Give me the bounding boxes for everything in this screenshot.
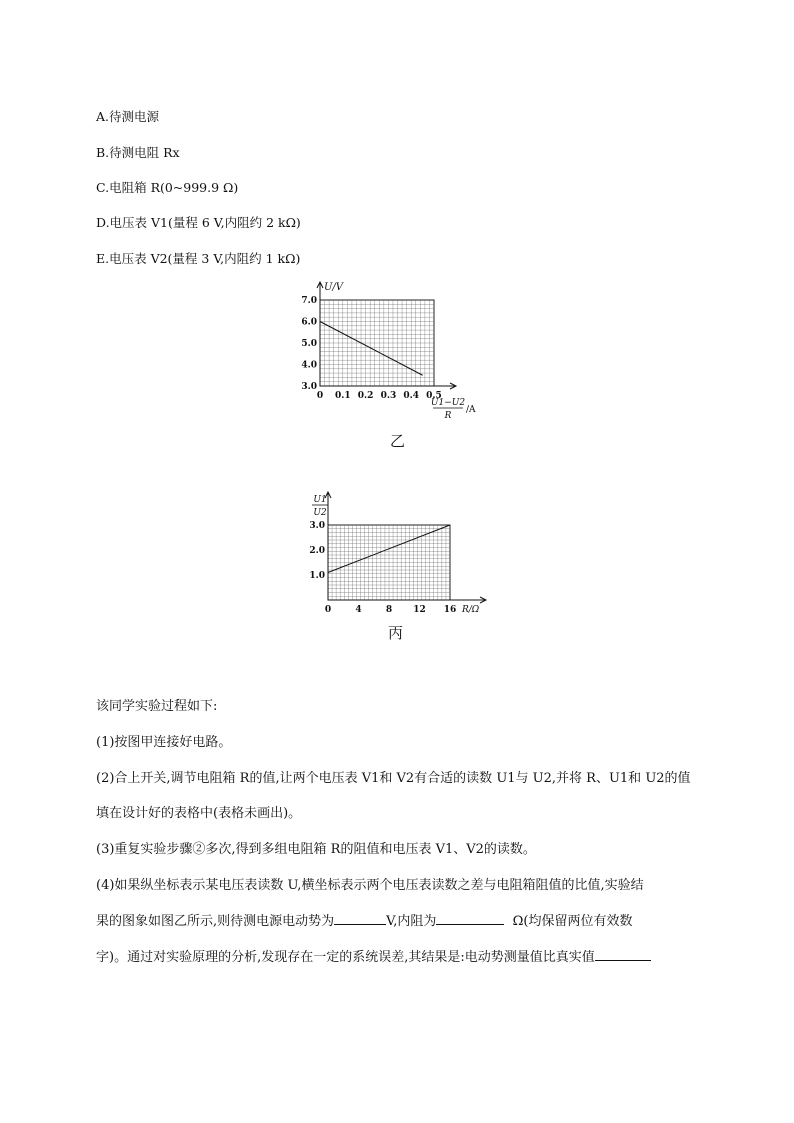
option-a: A.待测电源 <box>96 109 160 124</box>
y-tick-label: 1.0 <box>309 571 325 581</box>
intro-text: 该同学实验过程如下: <box>96 699 218 714</box>
x-tick-label: 0.1 <box>334 391 351 401</box>
x-tick-label: 12 <box>413 605 426 615</box>
x-tick-label: 0.3 <box>380 391 397 401</box>
x-axis-label-unit: /A <box>466 405 476 415</box>
y-tick-label: 5.0 <box>301 339 317 349</box>
x-tick-label: 8 <box>385 605 393 615</box>
step-2-line-1: (2)合上开关,调节电阻箱 R的值,让两个电压表 V1和 V2有合适的读数 U1与 U2,并将 R、U1和 U2的值 <box>96 771 691 786</box>
option-c: C.电阻箱 R(0~999.9 Ω) <box>96 180 239 195</box>
resistance-answer-blank[interactable] <box>436 912 504 925</box>
y-tick-label: 7.0 <box>301 296 317 306</box>
step-4-line-2 <box>96 910 633 929</box>
x-tick-label: 0 <box>316 391 324 401</box>
y-axis-label: U/V <box>324 282 344 293</box>
y-tick-label: 2.0 <box>309 546 325 556</box>
y-axis-label-numerator: U1 <box>313 495 327 505</box>
y-tick-label: 3.0 <box>309 521 325 531</box>
y-tick-label: 3.0 <box>301 382 317 392</box>
x-tick-label: 0.2 <box>357 391 374 401</box>
y-tick-label: 6.0 <box>301 317 317 328</box>
chart-yi-caption: 乙 <box>390 432 406 450</box>
chart-bing-caption: 丙 <box>388 624 404 642</box>
y-axis-label-denominator: U2 <box>313 508 327 518</box>
emf-answer-blank[interactable] <box>334 912 386 925</box>
step-2-line-2: 填在设计好的表格中(表格未画出)。 <box>96 806 302 821</box>
step-4-text-b: V,内阻为 <box>386 914 437 929</box>
x-axis-label-denominator: R <box>444 411 452 421</box>
error-answer-blank[interactable] <box>595 948 651 961</box>
step-1: (1)按图甲连接好电路。 <box>96 735 232 750</box>
chart-bing <box>300 488 510 618</box>
x-tick-label: 0 <box>324 605 332 615</box>
step-3: (3)重复实验步骤②多次,得到多组电阻箱 R的阻值和电压表 V1、V2的读数。 <box>96 842 536 857</box>
option-d: D.电压表 V1(量程 6 V,内阻约 2 kΩ) <box>96 215 301 230</box>
x-tick-label: 4 <box>355 605 362 615</box>
step-4-text-d: 字)。通过对实验原理的分析,发现存在一定的系统误差,其结果是:电动势测量值比真实值 <box>96 950 595 965</box>
x-axis-label: R/Ω <box>462 605 480 615</box>
chart-yi <box>290 276 510 426</box>
option-b: B.待测电阻 Rx <box>96 145 180 160</box>
x-tick-label: 0.4 <box>403 391 420 401</box>
option-e: E.电压表 V2(量程 3 V,内阻约 1 kΩ) <box>96 251 301 266</box>
step-4-text-c: Ω(均保留两位有效数 <box>512 914 633 929</box>
step-4-line-1: (4)如果纵坐标表示某电压表读数 U,横坐标表示两个电压表读数之差与电阻箱阻值的比值,实验结 <box>96 878 644 893</box>
x-tick-label: 16 <box>443 605 457 615</box>
step-4-line-3 <box>96 946 651 965</box>
x-axis-label-numerator: U1−U2 <box>430 398 466 408</box>
x-tick-label: 0.5 <box>426 391 442 401</box>
step-4-text-a: 果的图象如图乙所示,则待测电源电动势为 <box>96 914 335 929</box>
y-tick-label: 4.0 <box>301 360 317 371</box>
